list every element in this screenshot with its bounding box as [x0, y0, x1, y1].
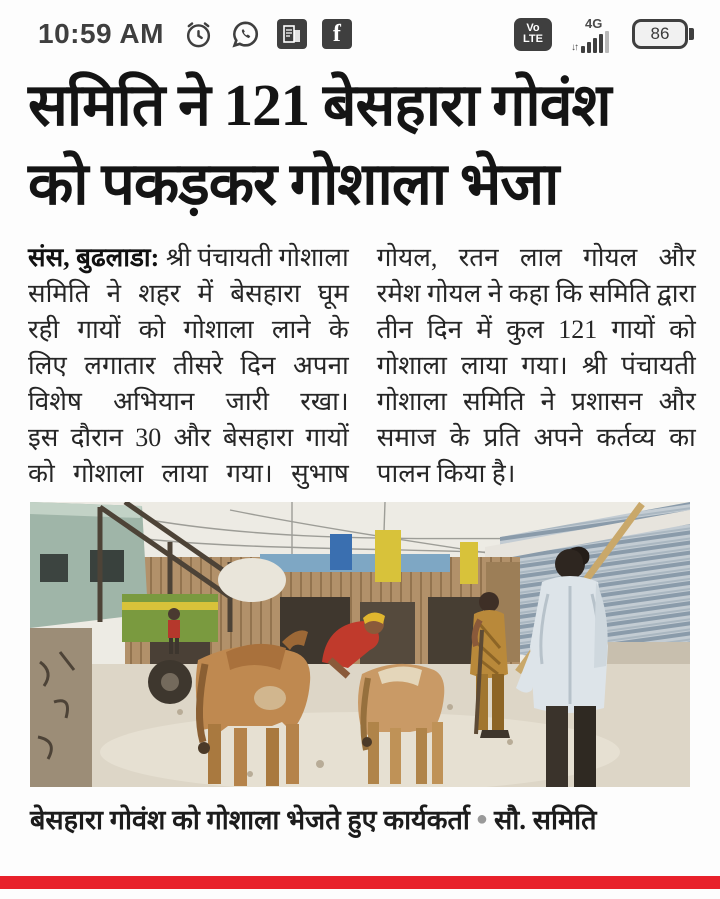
alarm-icon	[183, 19, 214, 50]
body-line: विशेष अभियान जारी रखा।	[28, 387, 349, 416]
body-column-left	[28, 240, 349, 492]
body-line: लिए लगातार तीसरे दिन अपना	[28, 351, 349, 380]
body-line: समिति ने शहर में बेसहारा घूम	[28, 279, 349, 308]
article-headline	[28, 66, 694, 224]
headline-line-2: को पकड़कर गोशाला भेजा	[28, 151, 559, 217]
body-line: पालन किया है।	[376, 459, 516, 488]
facebook-icon: f	[322, 19, 352, 49]
whatsapp-icon	[229, 18, 262, 51]
photo-caption	[30, 800, 690, 837]
dateline: संस, बुढलाडा:	[28, 243, 160, 272]
body-line: रमेश गोयल ने कहा कि समिति द्वारा	[376, 279, 696, 308]
clock-time: 10:59 AM	[38, 18, 164, 49]
body-line: रही गायों को गोशाला लाने के	[28, 315, 349, 344]
body-line: गोयल, रतन लाल गोयल और	[376, 243, 696, 272]
body-line: गोशाला समिति ने प्रशासन और	[376, 387, 696, 416]
body-line: को गोशाला लाया गया। सुभाष	[28, 459, 349, 488]
bottom-accent-bar	[0, 876, 720, 889]
signal-strength-icon: 4G ↓↑	[571, 16, 609, 53]
volte-badge: Vo LTE	[514, 18, 552, 51]
article-photo	[30, 502, 690, 787]
caption-text: बेसहारा गोवंश को गोशाला भेजते हुए कार्यकर्ता	[30, 805, 470, 835]
body-line: समाज के प्रति अपने कर्तव्य का	[376, 423, 696, 452]
battery-percent: 86	[650, 24, 670, 43]
headline-line-1: समिति ने 121 बेसहारा गोवंश	[28, 72, 611, 138]
body-line: इस दौरान 30 और बेसहारा गायों	[28, 423, 349, 452]
news-app-icon	[277, 19, 307, 49]
battery-icon	[632, 19, 694, 49]
caption-credit: सौ. समिति	[493, 805, 597, 835]
network-type-label: 4G	[585, 15, 603, 31]
status-bar	[0, 0, 720, 62]
body-line: संस, बुढलाडा: श्री पंचायती गोशाला	[28, 243, 349, 272]
body-column-right	[377, 240, 696, 492]
body-line: गोशाला लाया गया। श्री पंचायती	[376, 351, 696, 380]
body-line: तीन दिन में कुल 121 गायों को	[376, 315, 696, 344]
caption-bullet-icon: ●	[475, 807, 488, 830]
article-body	[28, 240, 696, 492]
